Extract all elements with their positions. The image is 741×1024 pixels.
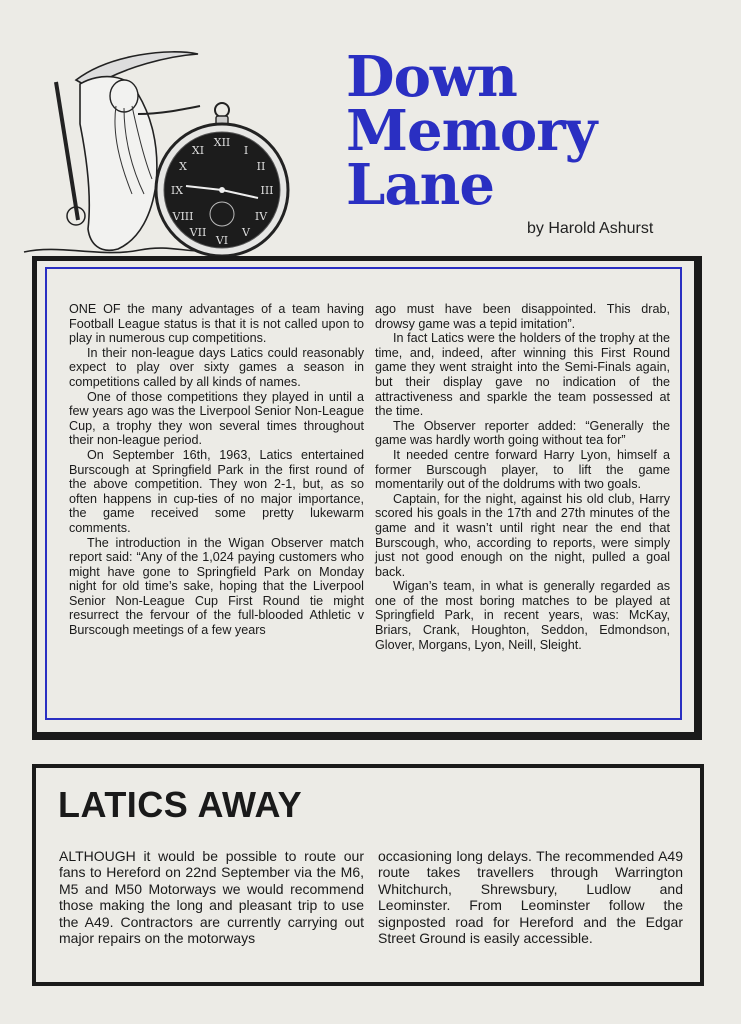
article-paragraph: One of those competitions they played in until a few years ago was the Liverpool Senior Non-League Cup, a trophy they won several times throughout their non-league period. (69, 389, 364, 448)
article-paragraph: Captain, for the night, against his old club, Harry scored his goals in the 17th and 27th minutes of the game and it wasn’t until right near the end that Burscough, who, according to reports, were simply just not good enough on the night, pulled a goal back. (375, 491, 670, 579)
svg-text:VIII: VIII (172, 210, 194, 223)
svg-text:II: II (256, 160, 266, 173)
article-body (69, 302, 670, 702)
article-paragraph: In their non-league days Latics could reasonably expect to play over sixty games a season in competitions called by all kinds of names. (69, 345, 364, 389)
latics-away-column-1: ALTHOUGH it would be possible to route our fans to Hereford on 22nd September via the M6, M5 and M50 Motorways we would recommend those making the long and pleasant trip to use the A49. Contractors are currently carrying out major repairs on the motorways (59, 848, 364, 947)
svg-text:VII: VII (189, 226, 207, 239)
father-time-pocket-watch-illustration (20, 44, 310, 264)
svg-text:IX: IX (170, 184, 184, 197)
svg-text:XI: XI (191, 144, 205, 157)
byline: by Harold Ashurst (527, 220, 654, 237)
svg-text:XII: XII (213, 136, 231, 149)
svg-text:III: III (260, 184, 274, 197)
pocket-watch (156, 103, 288, 256)
title-line-3: Lane (346, 152, 495, 218)
svg-text:V: V (242, 226, 250, 239)
article-paragraph: The Observer reporter added: “Generally the game was hardly worth going without tea for” (375, 418, 670, 448)
article-paragraph: The introduction in the Wigan Observer match report said: “Any of the 1,024 paying customers who might have gone to Springfield Park on Monday night for old time’s sake, hoping that the Liverpool Senior Non-League Cup First Round tie might resurrect the fervour of the full-blooded Athletic v Burscough meetings of a few years (69, 535, 364, 638)
svg-text:IV: IV (254, 210, 268, 223)
article-paragraph: ONE OF the many advantages of a team having Football League status is that it is not called upon to play in numerous cup competitions. (69, 302, 364, 346)
latics-away-column-2: occasioning long delays. The recommended A49 route takes travellers through Warrington Whitchurch, Shrewsbury, Ludlow and Leominster. From Leominster follow the signposted road for Hereford and the Edgar Street Ground is easily accessible. (378, 848, 683, 947)
article-paragraph: In fact Latics were the holders of the trophy at the time, and, indeed, after winning this First Round game they went straight into the Semi-Finals again, but their display gave no indication of the attractiveness and sparkle the team possessed at the time. (375, 331, 670, 419)
svg-text:X: X (179, 160, 187, 173)
title-line-2: Memory (346, 98, 597, 164)
page-title (346, 44, 597, 218)
title-line-1: Down (346, 44, 517, 110)
article-column-1 (69, 302, 364, 702)
article-column-2 (375, 302, 670, 702)
article-paragraph: ago must have been disappointed. This drab, drowsy game was a tepid imitation”. (375, 302, 670, 331)
latics-away-heading: LATICS AWAY (58, 784, 303, 825)
article-paragraph: It needed centre forward Harry Lyon, himself a former Burscough player, to lift the game momentarily out of the doldrums with two goals. (375, 447, 670, 492)
article-paragraph: On September 16th, 1963, Latics entertained Burscough at Springfield Park in the first round of the above competition. They won 2-1, but, as so often happens in cup-ties of no major importance, the game received some pretty lukewarm comments. (69, 447, 364, 535)
article-paragraph: Wigan’s team, in what is generally regarded as one of the most boring matches to be played at Springfield Park, in recent years, was: McKay, Briars, Crank, Houghton, Seddon, Edmondson, Glover, Morgans, Lyon, Neill, Sleight. (375, 579, 670, 652)
scythe-handle (56, 82, 78, 220)
latics-away-body (59, 848, 683, 946)
svg-text:VI: VI (215, 234, 229, 247)
svg-text:I: I (243, 144, 249, 157)
